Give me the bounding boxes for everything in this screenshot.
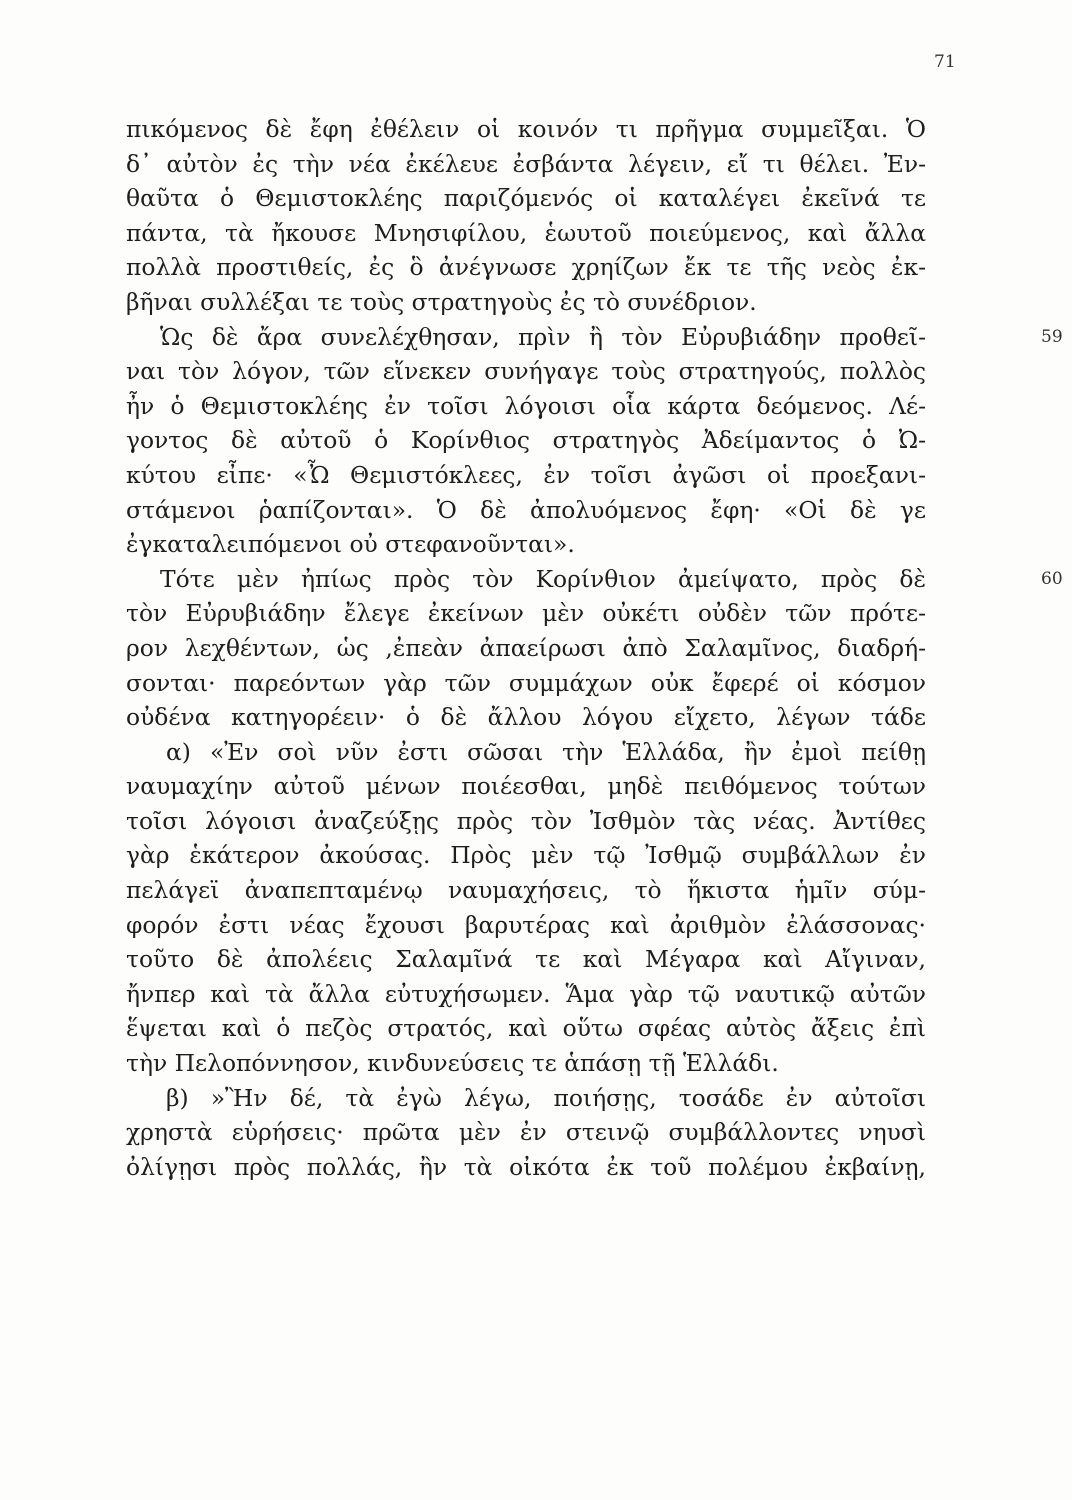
text-line <box>126 389 926 424</box>
text-line <box>126 1011 926 1046</box>
text-line <box>126 769 926 804</box>
text-line <box>126 700 926 735</box>
line-text: Ὡς δὲ ἄρα συνελέχθησαν, πρὶν ἢ τὸν Εὐρυβιάδην προθεῖ- <box>160 322 926 351</box>
text-block <box>126 112 1063 1184</box>
line-text: α) «Ἐν σοὶ νῦν ἐστι σῶσαι τὴν Ἑλλάδα, ἢν ἐμοὶ πείθῃ <box>166 737 926 766</box>
line-text: γοντος δὲ αὐτοῦ ὁ Κορίνθιος στρατηγὸς Ἀδείμαντος ὁ Ὠ- <box>126 426 926 455</box>
text-line <box>126 1081 926 1116</box>
text-line <box>126 562 1063 597</box>
line-text: τοῦτο δὲ ἀπολέεις Σαλαμῖνά τε καὶ Μέγαρα καὶ Αἴγιναν, <box>126 945 926 974</box>
line-text: ναυμαχίην αὐτοῦ μένων ποιέεσθαι, μηδὲ πειθόμενος τούτων <box>126 772 926 801</box>
text-line <box>126 873 926 908</box>
text-line <box>126 285 926 320</box>
line-text: Τότε μὲν ἠπίως πρὸς τὸν Κορίνθιον ἀμείψατο, πρὸς δὲ <box>160 564 926 593</box>
text-line <box>126 1046 926 1081</box>
text-line <box>126 666 926 701</box>
text-line <box>126 942 926 977</box>
line-text: πελάγεϊ ἀναπεπταμένῳ ναυμαχήσεις, τὸ ἥκιστα ἡμῖν σύμ- <box>126 876 926 905</box>
text-line <box>126 838 926 873</box>
text-line <box>126 1150 926 1185</box>
line-text: ὀλίγῃσι πρὸς πολλάς, ἢν τὰ οἰκότα ἐκ τοῦ πολέμου ἐκβαίνῃ, <box>126 1152 926 1181</box>
line-text: ναι τὸν λόγον, τῶν εἵνεκεν συνήγαγε τοὺς στρατηγούς, πολλὸς <box>126 357 926 386</box>
text-line <box>126 596 926 631</box>
chapter-number: 59 <box>1041 326 1063 347</box>
line-text: κύτου εἶπε· «Ὦ Θεμιστόκλεες, ἐν τοῖσι ἀγῶσι οἱ προεξανι- <box>126 460 926 489</box>
text-line <box>126 250 926 285</box>
line-text: ἐγκαταλειπόμενοι οὐ στεφανοῦνται». <box>126 530 575 559</box>
text-line <box>126 112 926 147</box>
text-line <box>126 216 926 251</box>
text-line <box>126 320 1063 355</box>
page-number: 71 <box>934 52 956 72</box>
line-text: βῆναι συλλέξαι τε τοὺς στρατηγοὺς ἐς τὸ συνέδριον. <box>126 287 757 316</box>
text-line <box>126 458 926 493</box>
line-text: τοῖσι λόγοισι ἀναζεύξῃς πρὸς τὸν Ἰσθμὸν τὰς νέας. Ἀντίθες <box>126 806 926 835</box>
line-text: τὴν Πελοπόννησον, κινδυνεύσεις τε ἁπάσῃ τῇ Ἑλλάδι. <box>126 1049 779 1078</box>
line-text: χρηστὰ εὑρήσεις· πρῶτα μὲν ἐν στεινῷ συμβάλλοντες νηυσὶ <box>126 1118 926 1147</box>
line-text: δ᾽ αὐτὸν ἐς τὴν νέα ἐκέλευε ἐσβάντα λέγειν, εἴ τι θέλει. Ἐν- <box>126 149 926 178</box>
chapter-number: 60 <box>1041 568 1063 589</box>
line-text: γὰρ ἑκάτερον ἀκούσας. Πρὸς μὲν τῷ Ἰσθμῷ συμβάλλων ἐν <box>126 841 926 870</box>
text-line <box>126 493 926 528</box>
line-text: στάμενοι ῥαπίζονται». Ὁ δὲ ἀπολυόμενος ἔφη· «Οἱ δὲ γε <box>126 495 926 524</box>
text-line <box>126 977 926 1012</box>
text-line <box>126 908 926 943</box>
line-text: σονται· παρεόντων γὰρ τῶν συμμάχων οὐκ ἔφερέ οἱ κόσμον <box>126 668 926 697</box>
line-text: ρον λεχθέντων, ὡς ,ἐπεὰν ἀπαείρωσι ἀπὸ Σαλαμῖνος, διαδρή- <box>126 633 926 662</box>
line-text: ἤνπερ καὶ τὰ ἄλλα εὐτυχήσωμεν. Ἅμα γὰρ τῷ ναυτικῷ αὐτῶν <box>126 979 926 1008</box>
text-line <box>126 181 926 216</box>
line-text: φορόν ἐστι νέας ἔχουσι βαρυτέρας καὶ ἀριθμὸν ἐλάσσονας· <box>126 910 926 939</box>
line-text: οὐδένα κατηγορέειν· ὁ δὲ ἄλλου λόγου εἴχετο, λέγων τάδε <box>126 703 926 732</box>
line-text: τὸν Εὐρυβιάδην ἔλεγε ἐκείνων μὲν οὐκέτι οὐδὲν τῶν πρότε- <box>126 599 926 628</box>
line-text: πάντα, τὰ ἤκουσε Μνησιφίλου, ἑωυτοῦ ποιεύμενος, καὶ ἄλλα <box>126 218 926 247</box>
text-line <box>126 147 926 182</box>
line-text: πικόμενος δὲ ἔφη ἐθέλειν οἱ κοινόν τι πρῆγμα συμμεῖξαι. Ὁ <box>126 115 926 143</box>
text-line <box>126 423 926 458</box>
line-text: πολλὰ προστιθείς, ἐς ὃ ἀνέγνωσε χρηίζων ἔκ τε τῆς νεὸς ἐκ- <box>126 253 926 282</box>
text-line <box>126 631 926 666</box>
text-line <box>126 527 926 562</box>
line-text: β) »Ἢν δέ, τὰ ἐγὼ λέγω, ποιήσῃς, τοσάδε ἐν αὐτοῖσι <box>166 1083 926 1112</box>
text-line <box>126 354 926 389</box>
text-line <box>126 804 926 839</box>
text-line <box>126 735 926 770</box>
text-line <box>126 1115 926 1150</box>
line-text: ἦν ὁ Θεμιστοκλέης ἐν τοῖσι λόγοισι οἷα κάρτα δεόμενος. Λέ- <box>126 391 926 420</box>
line-text: ἕψεται καὶ ὁ πεζὸς στρατός, καὶ οὕτω σφέας αὐτὸς ἄξεις ἐπὶ <box>126 1014 926 1043</box>
line-text: θαῦτα ὁ Θεμιστοκλέης παριζόμενός οἱ καταλέγει ἐκεῖνά τε <box>126 184 926 213</box>
